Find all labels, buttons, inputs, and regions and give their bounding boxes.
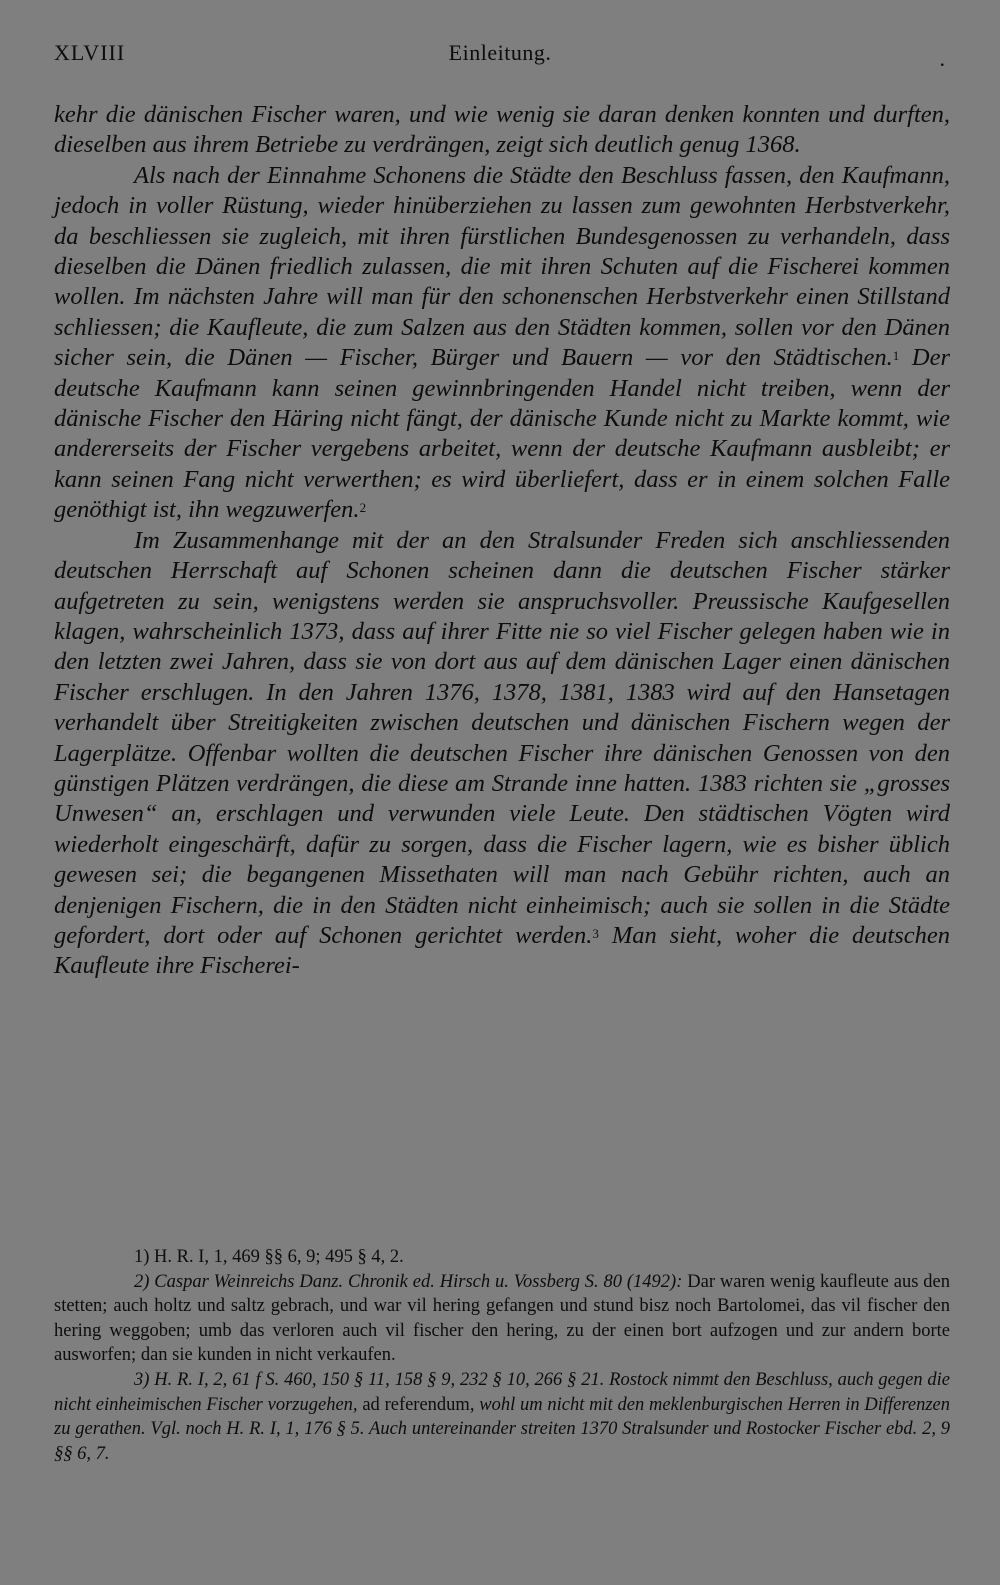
paragraph-3-part-a: Im Zusammenhange mit der an den Stralsunder Freden sich anschliessenden deutschen Herrschaft auf Schonen scheinen dann die deutschen Fischer stärker aufgetreten zu sein, wenigstens werden sie anspruchsvoller. Preussische Kaufgesellen klagen, wahrscheinlich 1373, dass auf ihrer Fitte nie so viel Fischer gelegen haben wie in den letzten zwei Jahren, dass sie von dort aus auf dem dänischen Lager einen dänischen Fischer erschlugen. In den Jahren 1376, 1378, 1381, 1383 wird auf den Hansetagen verhandelt über Streitigkeiten zwischen deutschen und dänischen Fischern wegen der Lagerplätze. Offenbar wollten die deutschen Fischer ihre dänischen Genossen von den günstigen Plätzen verdrängen, die diese am Strande inne hatten. 1383 richten sie „grosses Unwesen“ an, erschlagen und verwunden viele Leute. Den städtischen Vögten wird wiederholt eingeschärft, dafür zu sorgen, dass die Fischer lagern, wie es bisher üblich gewesen sei; die begangenen Missethaten will man nach Gebühr richten, auch an denjenigen Fischern, die in den Städten nicht einheimisch; auch sie sollen in die Städte gefordert, dort oder auf Schonen gerichtet werden. xyxy=(54,526,950,949)
footnote-3-rest: wohl um nicht mit den meklenburgischen Herren in Differenzen zu gerathen. Vgl. noch H. R. I, 1, 176 § 5. Auch untereinander streiten 1370 Stralsunder und Rostocker Fischer ebd. 2, 9 §§ 6, 7. xyxy=(54,1394,951,1464)
stray-mark: . xyxy=(939,46,946,71)
footnote-3-citation: 3) H. R. I, 2, 61 f S. 460, 150 § 11, 158 § 9, 232 § 10, 266 § 21. Rostock nimmt den Beschluss, auch gegen die nicht einheimischen Fischer vorzugehen, xyxy=(54,1369,950,1415)
footnote-3-latin: ad referendum, xyxy=(357,1394,475,1415)
paragraph-2-part-a: Als nach der Einnahme Schonens die Städte den Beschluss fassen, den Kaufmann, jedoch in voller Rüstung, wieder hinüberziehen zu lassen zum gewohnten Herbstverkehr, da beschliessen sie zugleich, mit ihren fürstlichen Bundesgenossen zu verhandeln, dass dieselben die Dänen friedlich zulassen, die mit ihren Schuten auf die Fischerei kommen wollen. Im nächsten Jahre will man für den schonenschen Herbstverkehr einen Stillstand schliessen; die Kaufleute, die zum Salzen aus den Städten kommen, sollen vor den Dänen sicher sein, die Dänen — Fischer, Bürger und Bauern — vor den Städtischen. xyxy=(54,161,950,372)
footnote-2-citation: 2) Caspar Weinreichs Danz. Chronik ed. Hirsch u. Vossberg S. 80 (1492): xyxy=(134,1271,683,1292)
footnotes xyxy=(54,1245,950,1466)
main-text xyxy=(54,100,950,982)
footnote-2-quote: Dar waren wenig kaufleute aus den stetten; auch holtz und saltz gebrach, und war vil hering gefangen und stund bisz noch Bartolomei, das vil fischer den hering weggoben; umb das verloren auch vil fischer den hering, zu der einen bort aufzogen und zur andern borte ausworfen; dan sie kunden in nicht verkaufen. xyxy=(54,1271,950,1366)
footnote-1: 1) H. R. I, 1, 469 §§ 6, 9; 495 § 4, 2. xyxy=(134,1247,404,1267)
paragraph-3 xyxy=(54,526,950,982)
paragraph-2-part-b: Der deutsche Kaufmann kann seinen gewinnbringenden Handel nicht treiben, wenn der dänische Fischer den Häring nicht fängt, der dänische Kunde nicht zu Markte kommt, wie andererseits der Fischer vergebens arbeitet, wenn der deutsche Kaufmann ausbleibt; er kann seinen Fang nicht verwerthen; es wird überliefert, dass er in einem solchen Falle genöthigt ist, ihn wegzuwerfen. xyxy=(54,344,950,524)
footnote-ref-1: 1 xyxy=(892,348,900,364)
footnote-ref-2: 2 xyxy=(359,500,367,516)
footnote-3 xyxy=(54,1368,950,1466)
footnote-ref-3: 3 xyxy=(592,925,599,941)
page-number: XLVIII xyxy=(54,40,126,65)
page-header xyxy=(54,40,946,72)
paragraph-2 xyxy=(54,161,950,526)
running-head: Einleitung. xyxy=(448,40,552,65)
paragraph-1: kehr die dänischen Fischer waren, und wie wenig sie daran denken konnten und durften, dieselben aus ihrem Betriebe zu verdrängen, zeigt sich deutlich genug 1368. xyxy=(54,101,950,159)
footnote-2 xyxy=(54,1270,950,1368)
paragraph-3-part-b: Man sieht, woher die deutschen Kaufleute ihre Fischerei- xyxy=(54,921,950,980)
